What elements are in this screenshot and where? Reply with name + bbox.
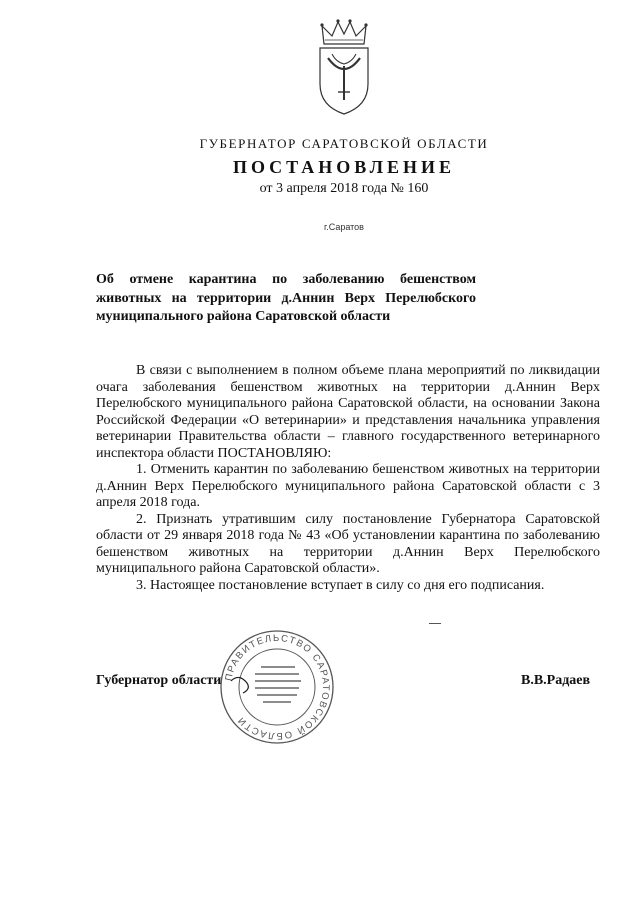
dash-mark <box>429 623 441 624</box>
signatory-title: Губернатор области <box>96 673 222 688</box>
seal-ring-text: ПРАВИТЕЛЬСТВО САРАТОВСКОЙ ОБЛАСТИ <box>223 632 332 742</box>
preamble-paragraph: В связи с выполнением в полном объеме плана мероприятий по ликвидации очага заболевания бешенством животных на территории д.Аннин Верх Перелюбского муниципального района Саратовской области, на основании Закона Российской Федерации «О ветеринарии» и представления начальника управления ветеринарии Правительства области – главного государственного ветеринарного инспектора области ПОСТАНОВЛЯЮ: <box>96 363 600 461</box>
issuing-authority: ГУБЕРНАТОР САРАТОВСКОЙ ОБЛАСТИ <box>199 136 489 151</box>
coat-of-arms-icon <box>314 18 374 118</box>
document-city: г.Саратов <box>324 222 364 232</box>
document-subject: Об отмене карантина по заболеванию бешенством животных на территории д.Аннин Верх Перелюбского муниципального района Саратовской области <box>96 272 476 324</box>
order-item-1: 1. Отменить карантин по заболеванию бешенством животных на территории д.Аннин Верх Перелюбского муниципального района Саратовской области с 3 апреля 2018 года. <box>96 462 600 510</box>
signatory-name: В.В.Радаев <box>521 673 591 688</box>
document-body <box>96 363 600 594</box>
document-date-number: от 3 апреля 2018 года № 160 <box>259 181 429 196</box>
order-item-2: 2. Признать утратившим силу постановление Губернатора Саратовской области от 29 января 2018 года № 43 «Об установлении карантина по заболеванию бешенством животных на территории д.Аннин Верх Перелюбского муниципального района Саратовской области». <box>96 511 600 576</box>
order-item-3: 3. Настоящее постановление вступает в силу со дня его подписания. <box>136 577 545 593</box>
document-type: ПОСТАНОВЛЕНИЕ <box>232 157 456 177</box>
official-seal-stamp <box>217 627 337 747</box>
